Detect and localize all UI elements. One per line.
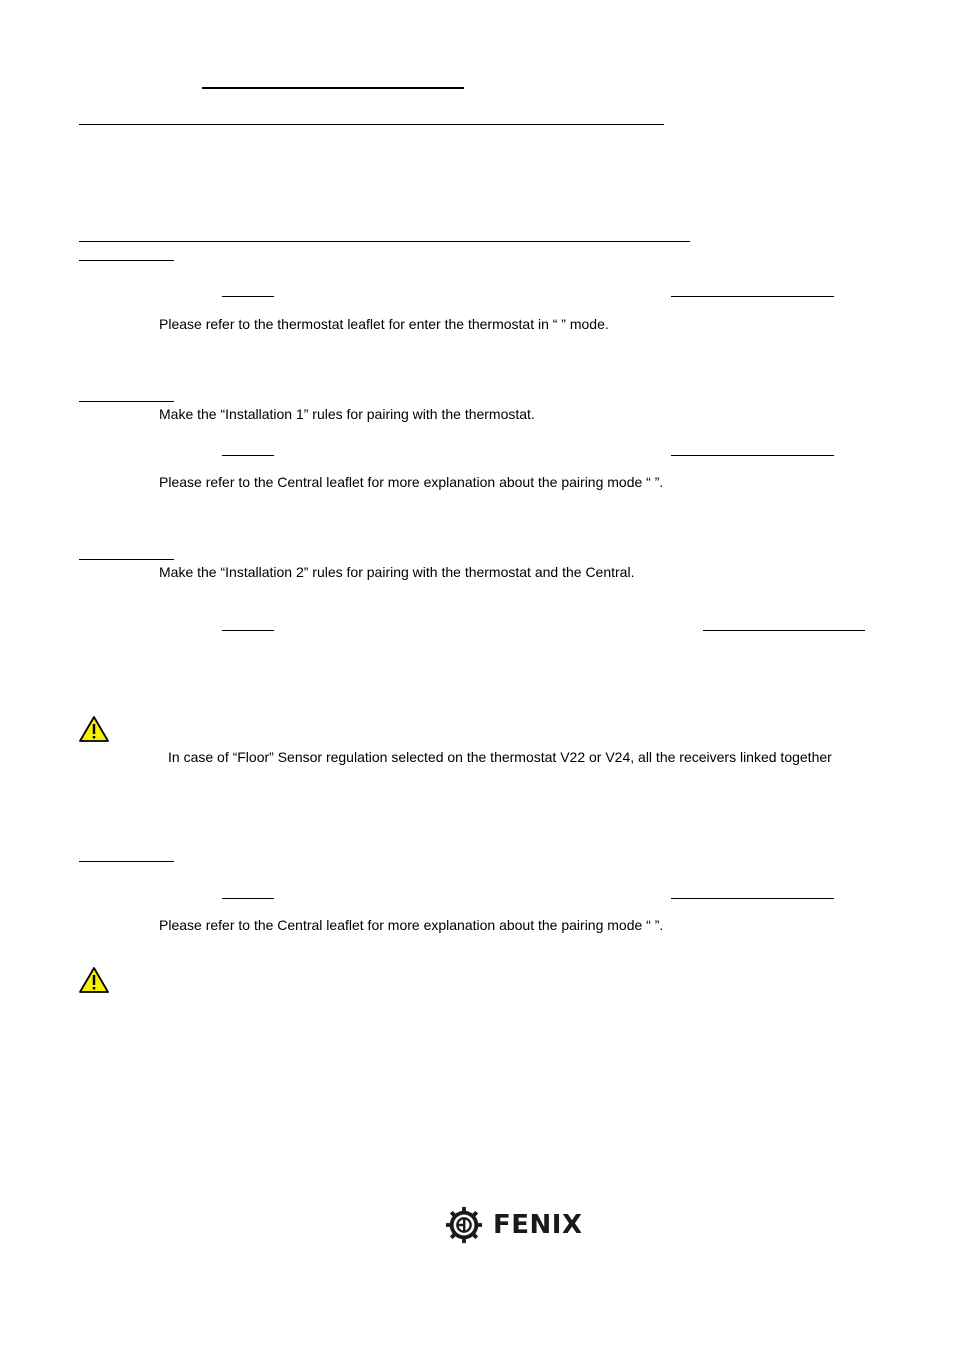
section-underline <box>79 401 174 402</box>
heading-underline <box>79 124 664 125</box>
label-underline <box>703 630 865 631</box>
label-underline <box>671 455 834 456</box>
label-underline <box>222 630 274 631</box>
paragraph: Please refer to the thermostat leaflet for enter the thermostat in “ ” mode. <box>159 316 609 332</box>
label-underline <box>222 455 274 456</box>
logo-text: FENIX <box>493 1210 583 1240</box>
label-underline <box>671 898 834 899</box>
warning-triangle-icon <box>78 966 110 994</box>
fenix-logo <box>445 1205 583 1245</box>
label-underline <box>222 296 274 297</box>
paragraph: Make the “Installation 1” rules for pairing with the thermostat. <box>159 406 535 422</box>
heading-underline <box>79 260 174 261</box>
fenix-gear-icon <box>445 1206 483 1244</box>
warning-triangle-icon <box>78 715 110 743</box>
section-underline <box>79 861 174 862</box>
label-underline <box>222 898 274 899</box>
label-underline <box>671 296 834 297</box>
paragraph: In case of “Floor” Sensor regulation selected on the thermostat V22 or V24, all the receivers linked together <box>168 749 832 765</box>
paragraph: Make the “Installation 2” rules for pairing with the thermostat and the Central. <box>159 564 635 580</box>
heading-underline <box>79 241 690 242</box>
section-underline <box>79 559 174 560</box>
heading-underline <box>202 87 464 89</box>
paragraph: Please refer to the Central leaflet for more explanation about the pairing mode “ ”. <box>159 917 664 933</box>
paragraph: Please refer to the Central leaflet for more explanation about the pairing mode “ ”. <box>159 474 664 490</box>
